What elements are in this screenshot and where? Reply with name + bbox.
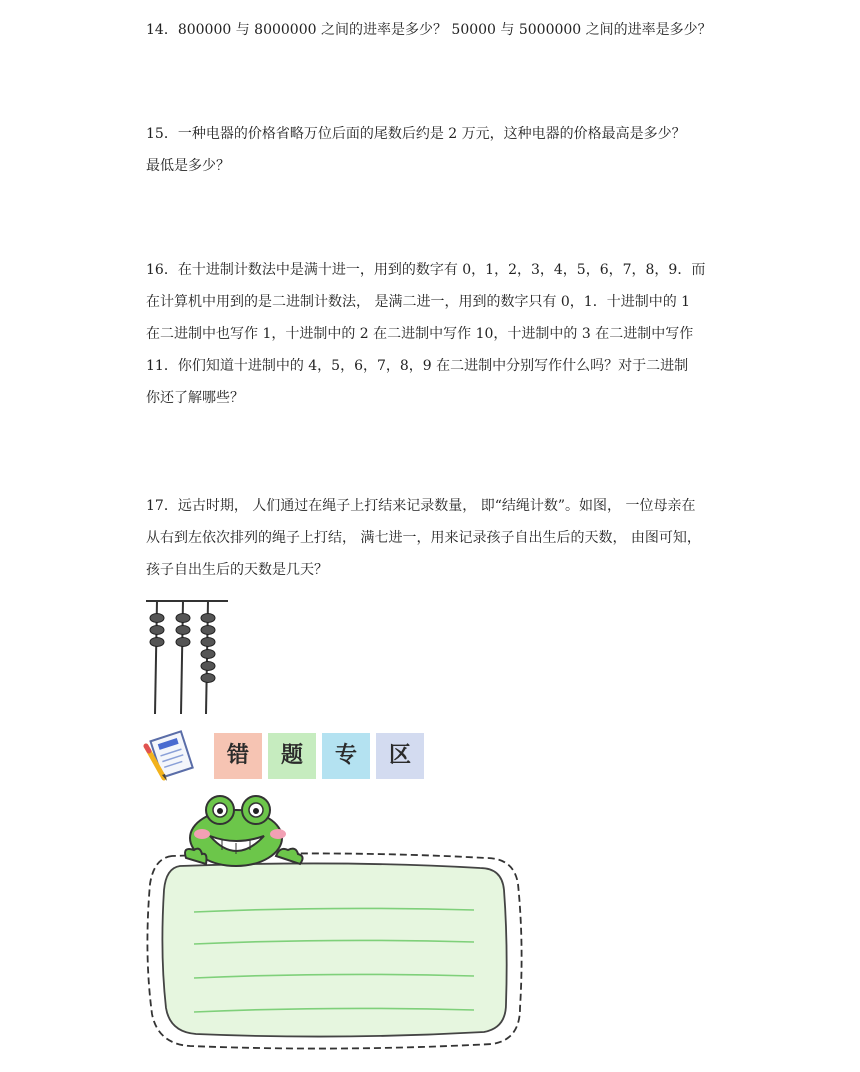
frog-note-area	[140, 794, 530, 1052]
banner-tile-2: 题	[268, 733, 316, 779]
question-15	[146, 118, 686, 182]
banner-tile-4: 区	[376, 733, 424, 779]
question-16-line-2: 在计算机中用到的是二进制计数法， 是满二进一，用到的数字只有 0，1．十进制中的 1	[146, 294, 691, 310]
frog-icon	[185, 796, 303, 866]
question-16-line-5: 你还了解哪些？	[146, 390, 244, 406]
banner-tile-3: 专	[322, 733, 370, 779]
question-17-line-3: 孩子自出生后的天数是几天？	[146, 562, 328, 578]
knot	[150, 614, 164, 623]
knot	[201, 626, 215, 635]
question-14	[146, 14, 712, 46]
knot	[201, 662, 215, 671]
question-17-line-1: 17．远古时期， 人们通过在绳子上打结来记录数量， 即“结绳计数”。如图， 一位母亲在	[146, 498, 696, 514]
notebook-pencil-icon	[140, 728, 200, 784]
question-16-line-4: 11．你们知道十进制中的 4，5，6，7，8，9 在二进制中分别写作什么吗？对于二进制	[146, 358, 689, 374]
question-16	[146, 254, 705, 414]
knot	[176, 626, 190, 635]
question-14-line-1: 14．800000 与 8000000 之间的进率是多少？ 50000 与 5000000 之间的进率是多少？	[146, 22, 712, 38]
question-15-line-2: 最低是多少？	[146, 158, 230, 174]
question-16-line-3: 在二进制中也写作 1，十进制中的 2 在二进制中写作 10，十进制中的 3 在二进制中写作	[146, 326, 694, 342]
knot	[176, 614, 190, 623]
knot	[201, 650, 215, 659]
knot	[150, 626, 164, 635]
knot	[201, 674, 215, 683]
question-15-line-1: 15．一种电器的价格省略万位后面的尾数后约是 2 万元，这种电器的价格最高是多少？	[146, 126, 686, 142]
mistakes-banner	[140, 728, 430, 784]
knot	[150, 638, 164, 647]
question-17-line-2: 从右到左依次排列的绳子上打结， 满七进一，用来记录孩子自出生后的天数， 由图可知，	[146, 530, 701, 546]
knot	[176, 638, 190, 647]
knot	[201, 614, 215, 623]
question-17	[146, 490, 701, 586]
ropes	[150, 601, 215, 714]
knot-rope-figure	[140, 596, 240, 718]
knot	[201, 638, 215, 647]
banner-tile-1: 错	[214, 733, 262, 779]
question-16-line-1: 16．在十进制计数法中是满十进一，用到的数字有 0，1，2，3，4，5，6，7，8，9．而	[146, 262, 706, 278]
